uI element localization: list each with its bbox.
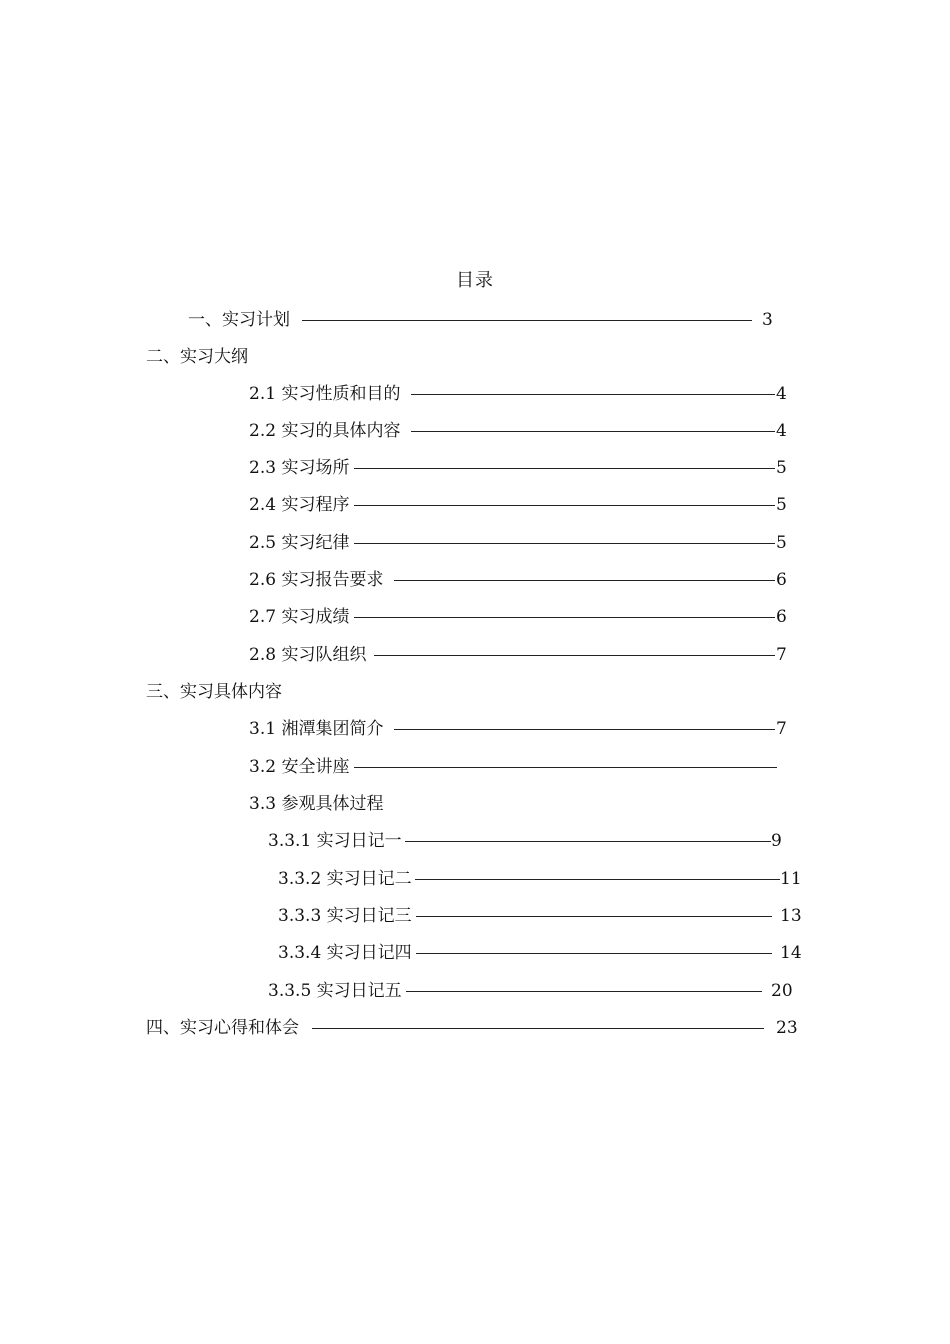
- toc-entry-label: 3.3 参观具体过程: [249, 794, 384, 814]
- toc-leader-line: [354, 468, 775, 469]
- toc-entry[interactable]: [249, 567, 794, 593]
- toc-entry-label: 2.1 实习性质和目的: [249, 384, 401, 404]
- toc-entry-label: 2.3 实习场所: [249, 458, 350, 478]
- toc-entry-label: 3.1 湘潭集团简介: [249, 719, 384, 739]
- toc-entry[interactable]: [249, 604, 794, 630]
- toc-entry[interactable]: [146, 344, 446, 370]
- toc-leader-line: [302, 320, 752, 321]
- toc-entry-label: 3.3.5 实习日记五: [268, 981, 402, 1001]
- toc-page-number: 6: [776, 570, 787, 590]
- toc-leader-line: [406, 991, 762, 992]
- toc-entry[interactable]: [278, 940, 804, 966]
- toc-leader-line: [394, 729, 775, 730]
- toc-page-number: 20: [771, 981, 793, 1001]
- toc-entry-label: 2.8 实习队组织: [249, 645, 367, 665]
- toc-entry[interactable]: [249, 642, 794, 668]
- toc-entry-label: 四、实习心得和体会: [146, 1018, 299, 1038]
- toc-page-number: 5: [776, 458, 787, 478]
- toc-page-number: 5: [776, 495, 787, 515]
- toc-leader-line: [354, 617, 775, 618]
- toc-page-number: 11: [780, 869, 802, 889]
- toc-entry[interactable]: [249, 791, 649, 817]
- toc-entry-label: 2.5 实习纪律: [249, 533, 350, 553]
- toc-leader-line: [354, 767, 777, 768]
- toc-entry[interactable]: [188, 307, 778, 333]
- toc-page-number: 13: [780, 906, 802, 926]
- toc-entry-label: 3.3.4 实习日记四: [278, 943, 412, 963]
- toc-leader-line: [374, 655, 775, 656]
- toc-entry-label: 3.3.1 实习日记一: [268, 831, 402, 851]
- toc-leader-line: [354, 543, 775, 544]
- toc-entry[interactable]: [278, 866, 804, 892]
- toc-entry[interactable]: [146, 1015, 806, 1041]
- toc-leader-line: [416, 953, 772, 954]
- toc-entry-label: 3.3.2 实习日记二: [278, 869, 412, 889]
- toc-page-number: 7: [776, 719, 787, 739]
- toc-page-number: 5: [776, 533, 787, 553]
- toc-entry[interactable]: [268, 828, 794, 854]
- toc-entry-label: 一、实习计划: [188, 310, 290, 330]
- toc-entry-label: 2.6 实习报告要求: [249, 570, 384, 590]
- toc-leader-line: [312, 1028, 764, 1029]
- toc-page-number: 4: [776, 421, 787, 441]
- toc-leader-line: [411, 431, 775, 432]
- toc-leader-line: [405, 841, 771, 842]
- toc-page-number: 9: [771, 831, 782, 851]
- toc-leader-line: [354, 505, 775, 506]
- toc-entry-label: 3.2 安全讲座: [249, 757, 350, 777]
- toc-entry[interactable]: [249, 530, 794, 556]
- toc-page-number: 14: [780, 943, 802, 963]
- toc-entry[interactable]: [249, 455, 794, 481]
- toc-leader-line: [394, 580, 775, 581]
- toc-entry[interactable]: [146, 679, 446, 705]
- toc-entry[interactable]: [268, 978, 804, 1004]
- toc-page-number: 23: [776, 1018, 798, 1038]
- toc-page-number: 7: [776, 645, 787, 665]
- toc-entry[interactable]: [249, 492, 794, 518]
- toc-entry-label: 二、实习大纲: [146, 347, 248, 367]
- toc-leader-line: [416, 916, 772, 917]
- toc-entry[interactable]: [249, 716, 794, 742]
- toc-entry-label: 3.3.3 实习日记三: [278, 906, 412, 926]
- toc-entry[interactable]: [249, 418, 794, 444]
- toc-page-number: 3: [762, 310, 773, 330]
- toc-leader-line: [415, 879, 780, 880]
- toc-entry[interactable]: [249, 381, 794, 407]
- toc-entry-label: 三、实习具体内容: [146, 682, 282, 702]
- toc-entry-label: 2.2 实习的具体内容: [249, 421, 401, 441]
- toc-title: 目录: [456, 270, 494, 291]
- toc-page-number: 6: [776, 607, 787, 627]
- toc-entry-label: 2.7 实习成绩: [249, 607, 350, 627]
- toc-page-number: 4: [776, 384, 787, 404]
- toc-leader-line: [411, 394, 775, 395]
- toc-entry[interactable]: [278, 903, 804, 929]
- toc-entry[interactable]: [249, 754, 794, 780]
- toc-entry-label: 2.4 实习程序: [249, 495, 350, 515]
